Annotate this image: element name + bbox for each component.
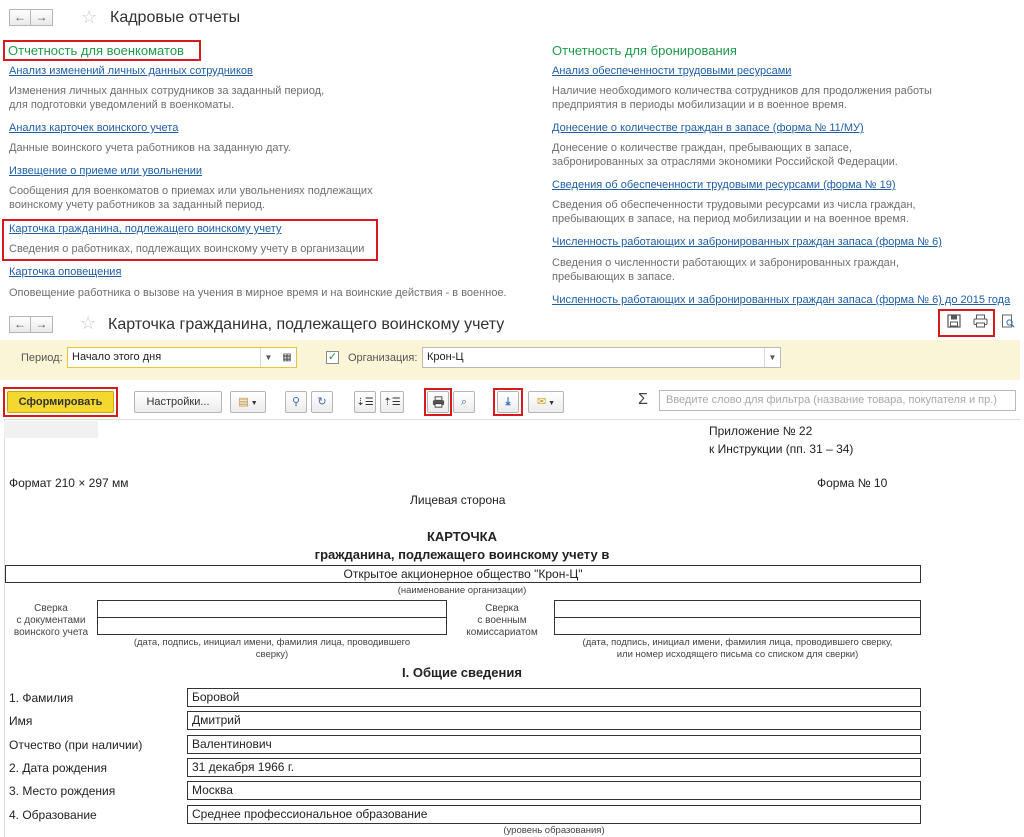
report-link-military-cards[interactable]: Анализ карточек воинского учета: [9, 122, 179, 134]
section-header-military: Отчетность для военкоматов: [8, 43, 184, 58]
field-label-birthdate: 2. Дата рождения: [9, 761, 107, 775]
org-full-name: Открытое акционерное общество "Крон-Ц": [343, 567, 583, 581]
highlight-frame-generate: [3, 387, 118, 417]
window-title: Кадровые отчеты: [110, 9, 241, 26]
check-mil-field-2: [554, 617, 921, 635]
highlight-frame-save-print: [938, 309, 995, 337]
header-cell: [4, 421, 98, 438]
chevron-down-icon: ▼: [546, 400, 556, 407]
report-desc: Сведения о численности работающих и забронированных граждан, пребывающих в запасе.: [552, 257, 899, 283]
period-field[interactable]: [67, 347, 297, 368]
section-general-info: I. Общие сведения: [402, 665, 522, 680]
report-link-personal-data[interactable]: Анализ изменений личных данных сотрудников: [9, 65, 253, 77]
email-button[interactable]: [528, 391, 564, 413]
generate-button[interactable]: Сформировать: [7, 391, 114, 413]
forward-button[interactable]: →: [31, 9, 53, 26]
report-desc: Оповещение работника о вызове на учения в мирное время и на воинские действия - в военное.: [9, 287, 507, 299]
check-mil-label: Сверка с военным комиссариатом: [466, 603, 538, 638]
report-desc: Донесение о количестве граждан, пребывающих в запасе, забронированных за отраслями экономики Российской Федерации.: [552, 142, 898, 168]
organization-field[interactable]: [422, 347, 781, 368]
preview-icon[interactable]: [998, 314, 1018, 334]
sort-ascending-icon: ⇣☰: [356, 397, 374, 408]
chevron-down-icon: ▼: [248, 400, 258, 407]
organization-checkbox[interactable]: ✓: [327, 351, 338, 363]
highlight-frame-export: [493, 388, 523, 416]
field-label-name: Имя: [9, 714, 33, 728]
report-desc: Сведения об обеспеченности трудовыми ресурсами из числа граждан, пребывающих в запасе, на период мобилизации и на военное время.: [552, 199, 916, 225]
settings-button[interactable]: Настройки...: [134, 391, 222, 413]
favorite-star-icon[interactable]: ☆: [80, 313, 97, 333]
field-label-patronymic: Отчество (при наличии): [9, 738, 143, 752]
print-preview-button[interactable]: [453, 391, 475, 413]
education-caption: (уровень образования): [503, 825, 605, 836]
card-nav-buttons: [9, 316, 53, 333]
calendar-icon[interactable]: ▦: [282, 352, 292, 363]
report-link-form-6-before-2015[interactable]: Численность работающих и забронированных граждан запаса (форма № 6) до 2015 года: [552, 294, 1011, 306]
check-docs-field-2: [97, 617, 447, 635]
appendix-line-2: к Инструкции (пп. 31 – 34): [709, 442, 854, 456]
report-desc: Данные воинского учета работников на заданную дату.: [9, 142, 291, 154]
sort-descending-icon: ⇡☰: [383, 397, 401, 408]
favorite-star-icon[interactable]: ☆: [81, 7, 98, 27]
report-link-alert-card[interactable]: Карточка оповещения: [9, 266, 122, 278]
search-icon: ⚲: [291, 396, 301, 408]
report-link-form-6[interactable]: Численность работающих и забронированных граждан запаса (форма № 6): [552, 236, 942, 248]
org-caption: (наименование организации): [397, 585, 527, 596]
sum-icon[interactable]: Σ: [638, 391, 648, 408]
card-window-title: Карточка гражданина, подлежащего воинскому учету: [108, 316, 505, 333]
check-mil-field: [554, 600, 921, 618]
report-link-citizen-card[interactable]: Карточка гражданина, подлежащего воинскому учету: [9, 223, 282, 235]
highlight-frame-citizen-card: [2, 219, 378, 261]
back-button[interactable]: ←: [9, 9, 31, 26]
check-docs-field: [97, 600, 447, 618]
period-label: Период:: [21, 352, 63, 364]
find-button[interactable]: [285, 391, 307, 413]
org-name-box: [5, 565, 921, 583]
find-next-button[interactable]: [311, 391, 333, 413]
field-value-birthplace: Москва: [187, 781, 921, 800]
sort-desc-button[interactable]: [380, 391, 404, 413]
check-mil-caption: (дата, подпись, инициал имени, фамилия лица, проводившего сверку, или номер исходящего письма со списком для сверки): [582, 637, 893, 660]
field-label-education: 4. Образование: [9, 808, 97, 822]
highlight-frame-print: [424, 388, 452, 416]
period-value: Начало этого дня: [72, 351, 162, 363]
top-nav-buttons: [9, 9, 53, 26]
clipboard-icon: ▤: [238, 396, 249, 408]
report-link-form-11mu[interactable]: Донесение о количестве граждан в запасе (форма № 11/МУ): [552, 122, 864, 134]
report-link-labor-resources[interactable]: Анализ обеспеченности трудовыми ресурсами: [552, 65, 792, 77]
card-title: КАРТОЧКА: [426, 529, 497, 544]
organization-label: Организация:: [348, 352, 418, 364]
field-value-patronymic: Валентинович: [187, 735, 921, 754]
front-side-text: Лицевая сторона: [410, 493, 506, 507]
organization-value: Крон-Ц: [427, 351, 464, 363]
card-subtitle: гражданина, подлежащего воинскому учету в: [314, 547, 610, 562]
report-desc: Сведения о работниках, подлежащих воинскому учету в организации: [9, 243, 365, 255]
preview-icon: ⌕: [460, 396, 468, 408]
field-label-surname: 1. Фамилия: [9, 691, 74, 705]
find-next-icon: ↻: [317, 396, 327, 408]
report-desc: Наличие необходимого количества сотрудников для продолжения работы предприятия в периоды мобилизации и в военное время.: [552, 85, 932, 111]
field-label-birthplace: 3. Место рождения: [9, 784, 116, 798]
report-desc: Изменения личных данных сотрудников за заданный период, для подготовки уведомлений в военкоматы.: [9, 85, 325, 111]
back-button[interactable]: ←: [9, 316, 31, 333]
report-link-hire-dismissal-notice[interactable]: Извещение о приеме или увольнении: [9, 165, 203, 177]
form-number: Форма № 10: [817, 476, 888, 490]
forward-button[interactable]: →: [31, 316, 53, 333]
highlight-frame-military-header: [3, 40, 201, 61]
check-docs-caption: (дата, подпись, инициал имени, фамилия лица, проводившего сверку): [133, 637, 411, 660]
filter-search-input[interactable]: Введите слово для фильтра (название товара, покупателя и пр.): [659, 390, 1016, 411]
download-icon: ⤓: [505, 396, 511, 408]
field-value-birthdate: 31 декабря 1966 г.: [187, 758, 921, 777]
section-header-reservation: Отчетность для бронирования: [552, 43, 737, 58]
sort-asc-button[interactable]: [354, 391, 376, 413]
check-docs-label: Сверка с документами воинского учета: [13, 603, 89, 638]
variant-menu-button[interactable]: [230, 391, 266, 413]
report-desc: Сообщения для военкоматов о приемах или увольнениях подлежащих воинскому учету работников за заданный период.: [9, 185, 373, 211]
field-value-name: Дмитрий: [187, 711, 921, 730]
envelope-icon: ✉: [536, 396, 547, 408]
report-link-form-19[interactable]: Сведения об обеспеченности трудовыми ресурсами (форма № 19): [552, 179, 896, 191]
format-text: Формат 210 × 297 мм: [9, 476, 129, 490]
organization-dropdown-icon[interactable]: ▼: [764, 348, 780, 367]
period-dropdown-icon[interactable]: ▼: [260, 348, 276, 367]
field-value-education: Среднее профессиональное образование: [187, 805, 921, 824]
field-value-surname: Боровой: [187, 688, 921, 707]
appendix-line-1: Приложение № 22: [709, 424, 813, 438]
